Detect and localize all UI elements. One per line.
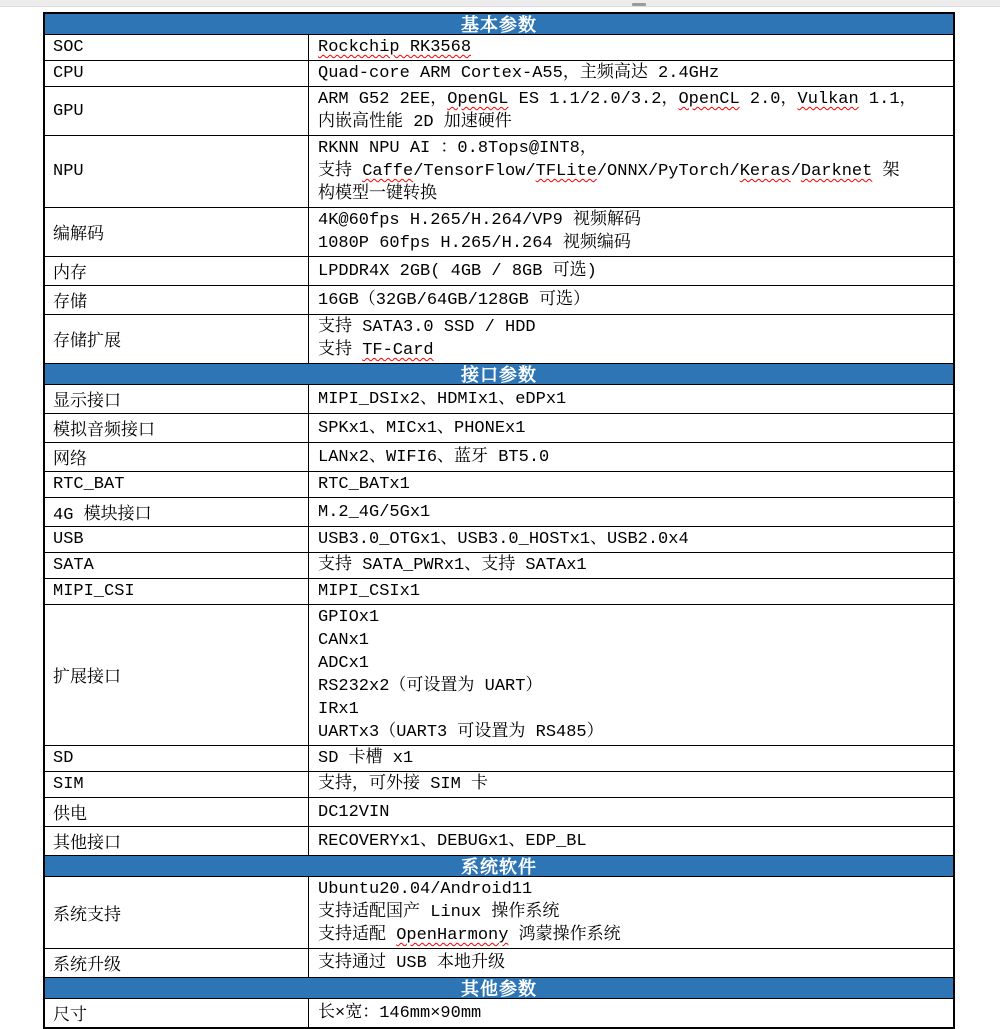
value-line bbox=[318, 652, 949, 675]
spec-row bbox=[45, 498, 953, 527]
row-label-text: CPU bbox=[53, 64, 84, 83]
value-text-misspelled: Darknet bbox=[800, 162, 873, 181]
row-label-text: 编解码 bbox=[53, 226, 104, 245]
spec-row bbox=[45, 315, 953, 364]
value-text-misspelled: Rockchip RK3568 bbox=[318, 38, 472, 57]
row-label-text: SIM bbox=[53, 775, 84, 794]
row-label bbox=[45, 527, 309, 552]
value-text: Ubuntu20.04/Android11 bbox=[318, 880, 533, 899]
row-label bbox=[45, 999, 309, 1027]
value-text: Quad-core ARM Cortex-A55，主频高达 2.4GHz bbox=[318, 64, 720, 83]
row-label bbox=[45, 949, 309, 977]
row-label bbox=[45, 746, 309, 771]
value-text: 支持 SATA_PWRx1、支持 SATAx1 bbox=[318, 556, 587, 575]
row-value bbox=[309, 257, 953, 285]
value-text: SPKx1、MICx1、PHONEx1 bbox=[318, 418, 526, 438]
spec-row bbox=[45, 579, 953, 605]
row-label-text: 存储 bbox=[53, 294, 87, 313]
value-text: USB3.0_OTGx1、USB3.0_HOSTx1、USB2.0x4 bbox=[318, 530, 689, 549]
value-text: CANx1 bbox=[318, 631, 370, 650]
row-label-text: 扩展接口 bbox=[53, 669, 121, 688]
row-label-text: MIPI_CSI bbox=[53, 582, 135, 601]
row-label-text: RTC_BAT bbox=[53, 475, 125, 494]
value-text: /ONNX/PyTorch/ bbox=[596, 162, 740, 181]
spec-table bbox=[43, 12, 955, 1029]
value-line bbox=[318, 878, 949, 901]
row-label-text: 尺寸 bbox=[53, 1007, 87, 1026]
row-label bbox=[45, 498, 309, 526]
value-line bbox=[318, 36, 949, 59]
row-value bbox=[309, 527, 953, 552]
row-label-text: 内存 bbox=[53, 265, 87, 284]
value-text-misspelled: Keras bbox=[739, 162, 791, 181]
spec-row bbox=[45, 553, 953, 579]
value-text: 1.1， bbox=[858, 90, 917, 109]
spec-row bbox=[45, 208, 953, 257]
row-label bbox=[45, 579, 309, 604]
value-text: GPIOx1 bbox=[318, 608, 380, 627]
row-label-text: 显示接口 bbox=[53, 393, 121, 412]
row-value bbox=[309, 87, 953, 135]
value-text: LPDDR4X 2GB( 4GB / 8GB 可选) bbox=[318, 261, 597, 281]
value-text: 1080P 60fps H.265/H.264 视频编码 bbox=[318, 234, 631, 253]
value-line bbox=[318, 209, 949, 232]
value-text: 支持适配国产 Linux 操作系统 bbox=[318, 903, 560, 922]
row-value bbox=[309, 286, 953, 314]
value-line bbox=[318, 629, 949, 652]
row-label-text: SOC bbox=[53, 38, 84, 57]
value-text: 支持 bbox=[318, 162, 363, 181]
value-text-misspelled: TF-Card bbox=[362, 341, 434, 360]
spec-row bbox=[45, 414, 953, 443]
row-value bbox=[309, 208, 953, 256]
value-line bbox=[318, 446, 949, 469]
value-line bbox=[318, 260, 949, 283]
spec-row bbox=[45, 257, 953, 286]
value-text: 支持 bbox=[318, 341, 363, 360]
value-text: 长×宽：146mm×90mm bbox=[318, 1003, 482, 1023]
spec-row bbox=[45, 746, 953, 772]
spec-row bbox=[45, 136, 953, 208]
value-text: / bbox=[790, 162, 801, 181]
row-value bbox=[309, 827, 953, 855]
row-label-text: 系统升级 bbox=[53, 957, 121, 976]
value-line bbox=[318, 1002, 949, 1025]
row-value bbox=[309, 61, 953, 86]
row-label-text: 网络 bbox=[53, 451, 87, 470]
row-label-text: 其他接口 bbox=[53, 835, 121, 854]
value-line bbox=[318, 289, 949, 312]
value-line bbox=[318, 554, 949, 577]
row-label bbox=[45, 87, 309, 135]
value-line bbox=[318, 580, 949, 603]
row-value bbox=[309, 385, 953, 413]
value-text: 架 bbox=[872, 162, 900, 181]
row-label bbox=[45, 877, 309, 948]
row-label bbox=[45, 443, 309, 471]
row-value bbox=[309, 472, 953, 497]
value-text: 支持 SATA3.0 SSD / HDD bbox=[318, 318, 536, 337]
spec-row bbox=[45, 286, 953, 315]
section-header: 基本参数 bbox=[45, 14, 953, 35]
value-line bbox=[318, 111, 949, 134]
value-line bbox=[318, 137, 949, 160]
row-label bbox=[45, 35, 309, 60]
value-text: /TensorFlow/ bbox=[413, 162, 536, 181]
value-line bbox=[318, 417, 949, 440]
value-line bbox=[318, 747, 949, 770]
row-label bbox=[45, 472, 309, 497]
row-value bbox=[309, 414, 953, 442]
spec-row bbox=[45, 385, 953, 414]
row-value bbox=[309, 553, 953, 578]
row-label bbox=[45, 136, 309, 207]
value-line bbox=[318, 88, 949, 111]
spec-row bbox=[45, 772, 953, 798]
value-line bbox=[318, 606, 949, 629]
value-line bbox=[318, 339, 949, 362]
value-text: 构模型一键转换 bbox=[318, 185, 437, 204]
row-value bbox=[309, 877, 953, 948]
row-value bbox=[309, 498, 953, 526]
row-label-text: USB bbox=[53, 530, 84, 549]
value-line bbox=[318, 952, 949, 975]
row-label bbox=[45, 385, 309, 413]
row-label-text: 模拟音频接口 bbox=[53, 422, 155, 441]
row-value bbox=[309, 136, 953, 207]
row-label bbox=[45, 286, 309, 314]
row-label bbox=[45, 553, 309, 578]
spec-row bbox=[45, 443, 953, 472]
row-label-text: 4G 模块接口 bbox=[53, 506, 152, 525]
value-text: ES 1.1/2.0/3.2， bbox=[508, 90, 679, 109]
value-text: RS232x2（可设置为 UART） bbox=[318, 677, 543, 696]
spec-row bbox=[45, 827, 953, 856]
value-text-misspelled: Vulkan bbox=[797, 90, 859, 109]
value-text: DC12VIN bbox=[318, 802, 390, 822]
row-value bbox=[309, 949, 953, 977]
value-line bbox=[318, 62, 949, 85]
section-header: 系统软件 bbox=[45, 856, 953, 877]
value-text-misspelled: OpenCL bbox=[678, 90, 740, 109]
value-text: 内嵌高性能 2D 加速硬件 bbox=[318, 113, 512, 132]
value-text: IRx1 bbox=[318, 700, 359, 719]
section-header: 接口参数 bbox=[45, 364, 953, 385]
value-line bbox=[318, 473, 949, 496]
value-text-misspelled: TFLite bbox=[535, 162, 597, 181]
spec-row bbox=[45, 798, 953, 827]
row-value bbox=[309, 746, 953, 771]
row-label bbox=[45, 605, 309, 745]
spec-row bbox=[45, 35, 953, 61]
value-text: 支持，可外接 SIM 卡 bbox=[318, 775, 489, 794]
row-label-text: NPU bbox=[53, 162, 84, 181]
value-line bbox=[318, 721, 949, 744]
row-label bbox=[45, 772, 309, 797]
spec-row bbox=[45, 949, 953, 978]
row-value bbox=[309, 443, 953, 471]
value-line bbox=[318, 901, 949, 924]
row-label bbox=[45, 257, 309, 285]
spec-row bbox=[45, 87, 953, 136]
spec-row bbox=[45, 61, 953, 87]
value-text: 2.0， bbox=[739, 90, 798, 109]
window-top-edge bbox=[0, 0, 1000, 7]
row-value bbox=[309, 315, 953, 363]
spec-row bbox=[45, 999, 953, 1027]
value-line bbox=[318, 316, 949, 339]
row-value bbox=[309, 798, 953, 826]
value-line bbox=[318, 388, 949, 411]
value-text: ARM G52 2EE， bbox=[318, 90, 448, 109]
row-label bbox=[45, 414, 309, 442]
value-text: 16GB（32GB/64GB/128GB 可选） bbox=[318, 290, 591, 310]
value-text: MIPI_DSIx2、HDMIx1、eDPx1 bbox=[318, 389, 567, 409]
value-line bbox=[318, 698, 949, 721]
spec-row bbox=[45, 877, 953, 949]
row-label-text: 存储扩展 bbox=[53, 333, 121, 352]
value-text: LANx2、WIFI6、蓝牙 BT5.0 bbox=[318, 447, 550, 467]
value-line bbox=[318, 232, 949, 255]
spec-row bbox=[45, 472, 953, 498]
row-label-text: 系统支持 bbox=[53, 906, 121, 926]
value-text: MIPI_CSIx1 bbox=[318, 582, 421, 601]
spec-row bbox=[45, 527, 953, 553]
value-text: 4K@60fps H.265/H.264/VP9 视频解码 bbox=[318, 211, 642, 230]
value-text: RTC_BATx1 bbox=[318, 475, 410, 494]
row-label-text: SATA bbox=[53, 556, 94, 575]
row-label bbox=[45, 61, 309, 86]
value-text: ADCx1 bbox=[318, 654, 370, 673]
value-line bbox=[318, 924, 949, 947]
section-header: 其他参数 bbox=[45, 978, 953, 999]
row-value bbox=[309, 35, 953, 60]
row-value bbox=[309, 605, 953, 745]
value-text-misspelled: OpenHarmony bbox=[396, 926, 509, 945]
row-value bbox=[309, 999, 953, 1027]
value-text: 支持通过 USB 本地升级 bbox=[318, 953, 506, 973]
spec-row bbox=[45, 605, 953, 746]
row-label bbox=[45, 208, 309, 256]
value-text: M.2_4G/5Gx1 bbox=[318, 502, 431, 522]
value-line bbox=[318, 675, 949, 698]
row-label-text: 供电 bbox=[53, 806, 87, 825]
value-text-misspelled: OpenGL bbox=[447, 90, 509, 109]
row-label-text: SD bbox=[53, 749, 74, 768]
value-text: 支持适配 bbox=[318, 926, 397, 945]
row-value bbox=[309, 772, 953, 797]
value-line bbox=[318, 160, 949, 183]
value-text: RECOVERYx1、DEBUGx1、EDP_BL bbox=[318, 831, 587, 851]
value-line bbox=[318, 183, 949, 206]
value-line bbox=[318, 773, 949, 796]
row-value bbox=[309, 579, 953, 604]
value-text-misspelled: Caffe bbox=[362, 162, 414, 181]
row-label bbox=[45, 827, 309, 855]
value-line bbox=[318, 830, 949, 853]
row-label bbox=[45, 798, 309, 826]
value-text: UARTx3（UART3 可设置为 RS485） bbox=[318, 723, 604, 742]
row-label-text: GPU bbox=[53, 101, 84, 121]
value-text: RKNN NPU AI ：0.8Tops@INT8， bbox=[318, 139, 597, 158]
value-text: SD 卡槽 x1 bbox=[318, 749, 414, 768]
page-top-dash-marker bbox=[632, 3, 646, 6]
value-line bbox=[318, 501, 949, 524]
row-label bbox=[45, 315, 309, 363]
value-line bbox=[318, 528, 949, 551]
value-text: 鸿蒙操作系统 bbox=[508, 926, 621, 945]
value-line bbox=[318, 801, 949, 824]
